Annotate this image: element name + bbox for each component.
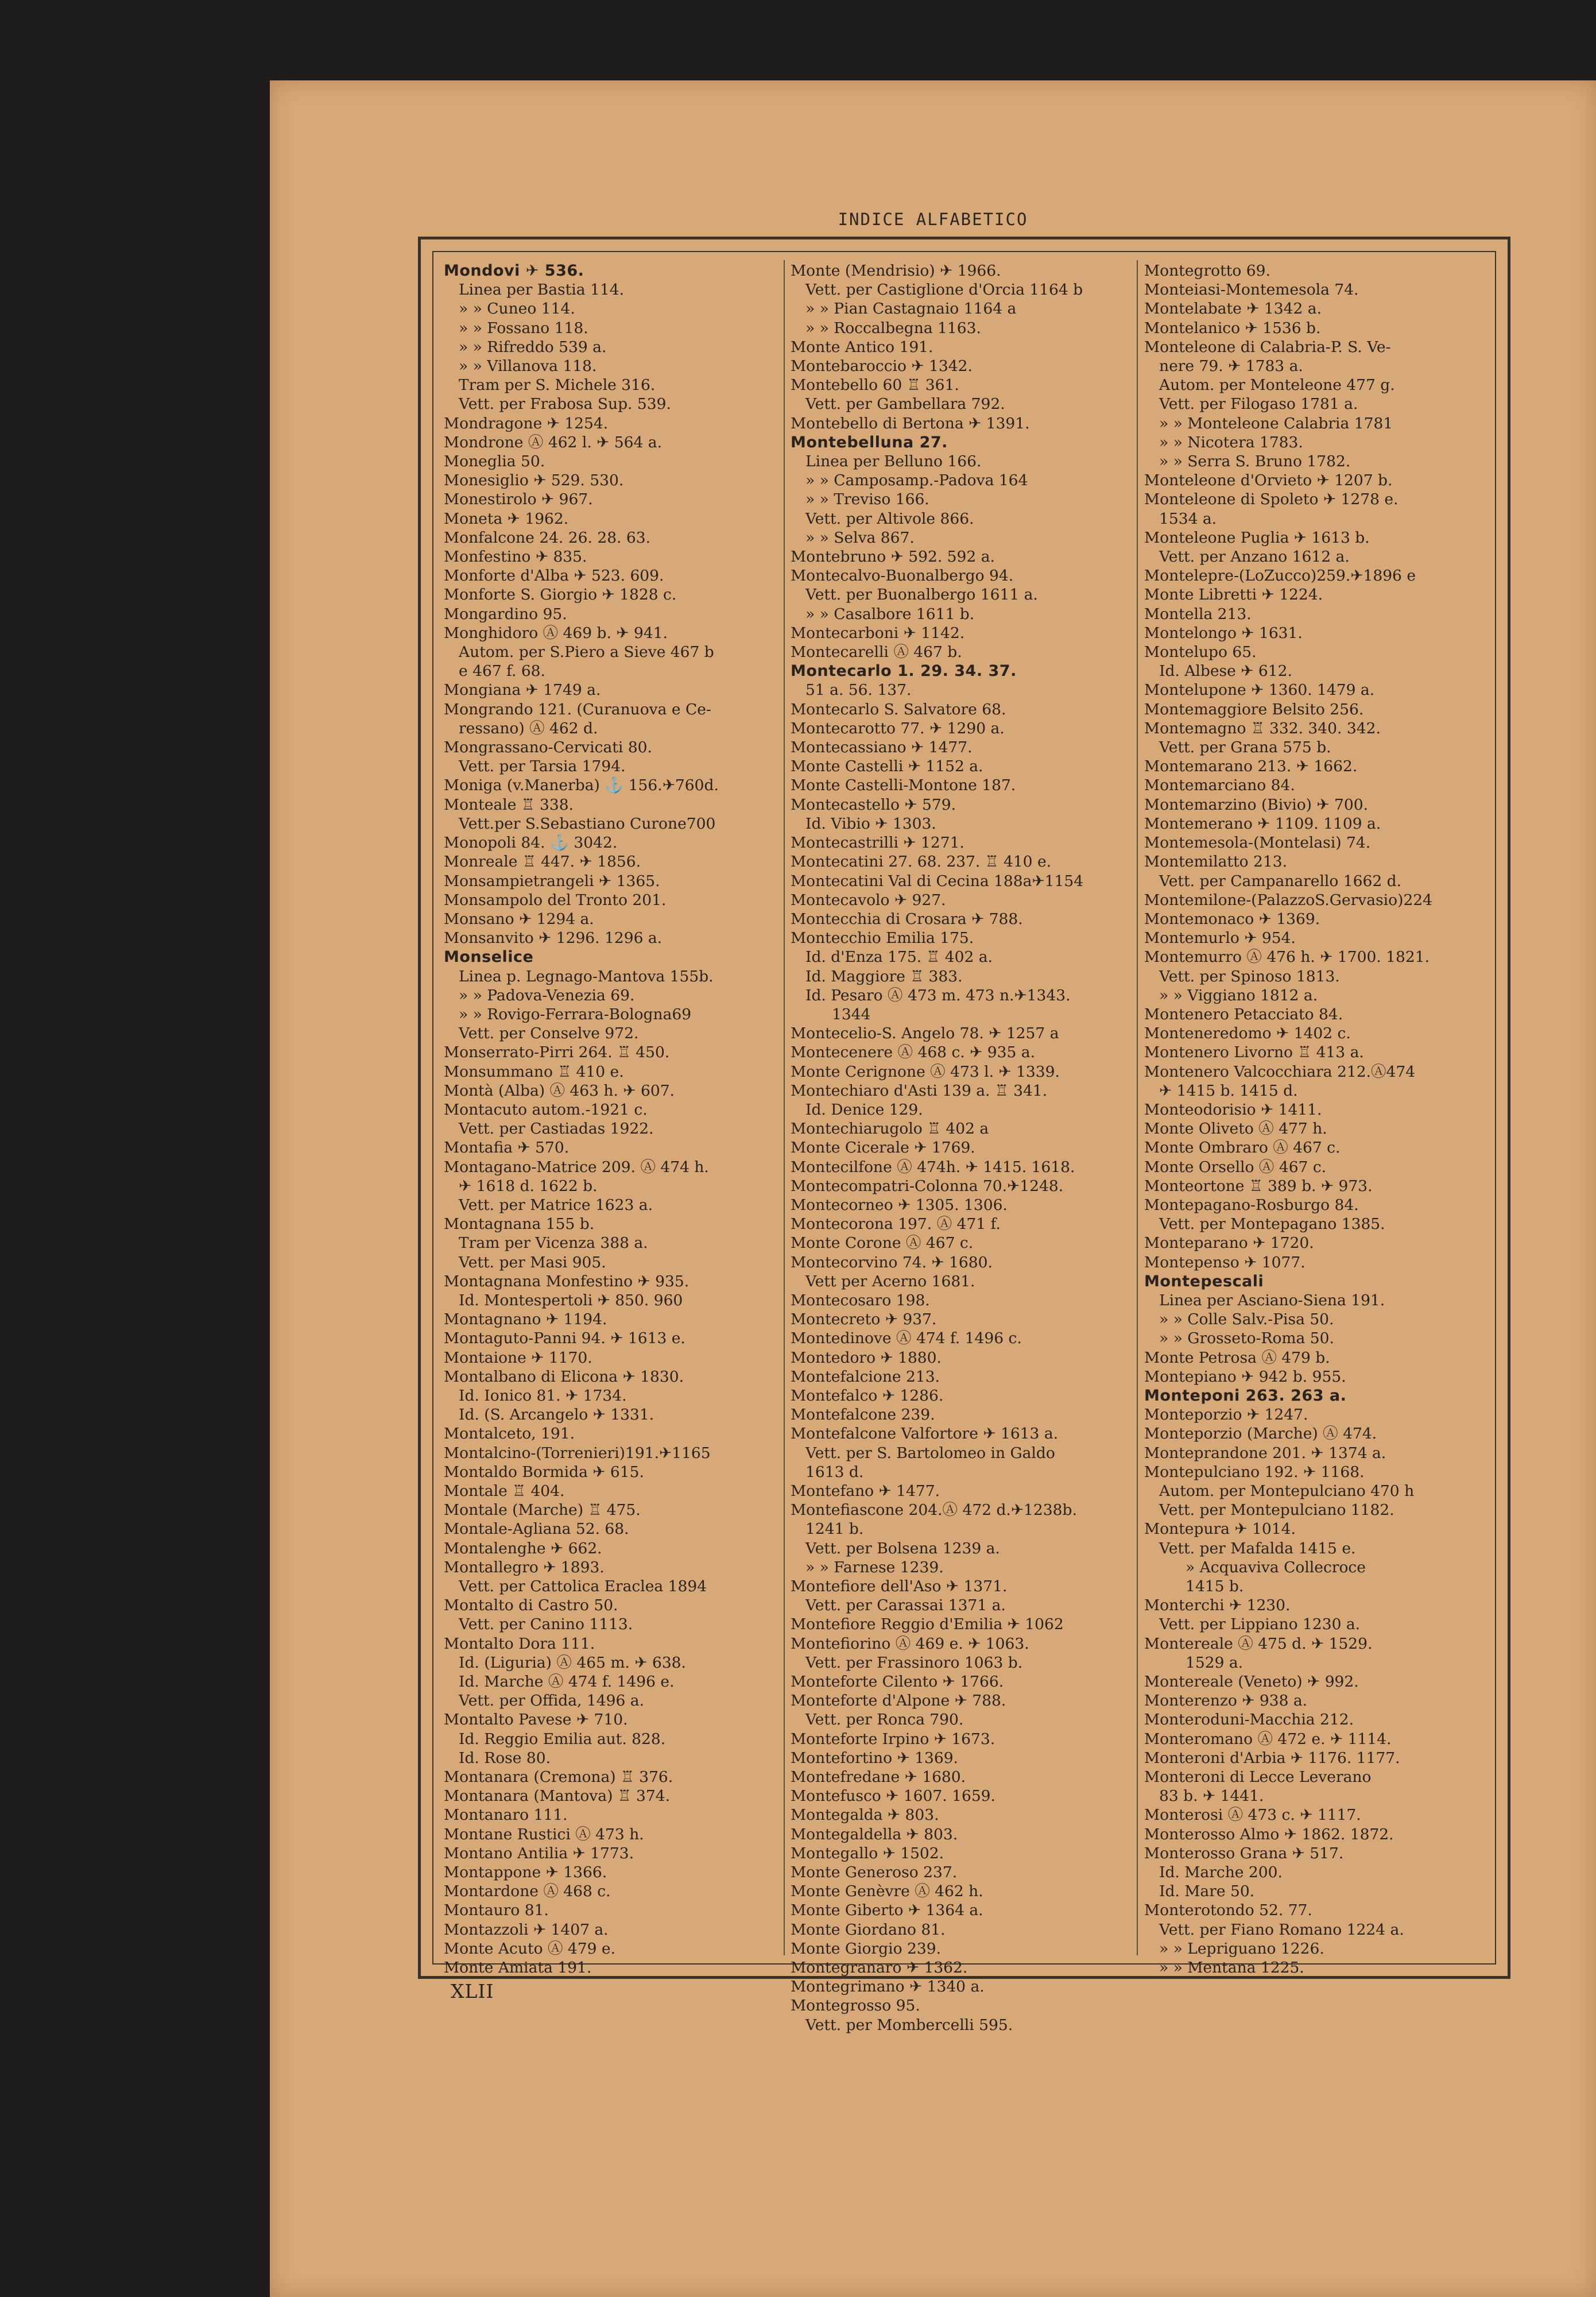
index-entry: Montauro 81. [444, 1901, 549, 1920]
index-entry: Montecenere Ⓐ 468 c. ✈ 935 a. [791, 1043, 1036, 1062]
index-entry: Vett. per Campanarello 1662 d. [1159, 872, 1402, 890]
index-entry: Montalto Pavese ✈ 710. [444, 1711, 628, 1729]
index-entry: Montelongo ✈ 1631. [1144, 624, 1303, 642]
index-entry: Montallegro ✈ 1893. [444, 1558, 605, 1576]
index-entry: Montale-Agliana 52. 68. [444, 1520, 629, 1538]
index-entry: Vett per Acerno 1681. [805, 1272, 975, 1290]
index-entry: » » Viggiano 1812 a. [1159, 986, 1318, 1004]
index-heading: Monselice [444, 948, 534, 966]
index-entry: Monteale ♖ 338. [444, 795, 574, 814]
index-entry: Monteforte d'Alpone ✈ 788. [791, 1692, 1006, 1710]
index-entry: ✈ 1618 d. 1622 b. [459, 1177, 598, 1195]
index-entry: Monteromano Ⓐ 472 e. ✈ 1114. [1144, 1730, 1392, 1748]
index-entry: Id. Montespertoli ✈ 850. 960 [459, 1291, 683, 1309]
index-entry: Monterosso Almo ✈ 1862. 1872. [1144, 1825, 1394, 1843]
index-entry: Montereale (Veneto) ✈ 992. [1144, 1673, 1359, 1691]
index-entry: Montane Rustici Ⓐ 473 h. [444, 1825, 644, 1843]
index-entry: Autom. per Montepulciano 470 h [1159, 1482, 1415, 1500]
index-entry: Vett. per Spinoso 1813. [1159, 967, 1340, 985]
index-entry: Montefusco ✈ 1607. 1659. [791, 1787, 995, 1805]
index-entry: Montefortino ✈ 1369. [791, 1749, 958, 1767]
index-entry: Monsanvito ✈ 1296. 1296 a. [444, 929, 663, 948]
index-entry: Montecarlo S. Salvatore 68. [791, 700, 1006, 718]
index-entry: Vett. per Ronca 790. [805, 1711, 964, 1729]
index-entry: Montalbano di Elicona ✈ 1830. [444, 1367, 684, 1386]
index-entry: Montefiascone 204.Ⓐ 472 d.✈1238b. [791, 1501, 1077, 1519]
index-entry: Monterchi ✈ 1230. [1144, 1596, 1291, 1615]
index-entry: Montecchio Emilia 175. [791, 929, 974, 948]
index-entry: » Acquaviva Collecroce [1186, 1558, 1366, 1576]
index-entry: Monsampolo del Tronto 201. [444, 891, 667, 909]
index-entry: Monfestino ✈ 835. [444, 548, 587, 566]
index-entry: Linea p. Legnago-Mantova 155b. [459, 967, 714, 985]
index-entry: Montedoro ✈ 1880. [791, 1348, 942, 1367]
index-entry: » » Fossano 118. [459, 319, 588, 337]
index-entry: Monteiasi-Montemesola 74. [1144, 281, 1359, 299]
column-divider [784, 260, 785, 1955]
index-entry: Montegranaro ✈ 1362. [791, 1959, 968, 1977]
index-entry: Montelupone ✈ 1360. 1479 a. [1144, 681, 1375, 699]
index-entry: Montegrotto 69. [1144, 262, 1270, 280]
index-entry: Monteprandone 201. ✈ 1374 a. [1144, 1444, 1386, 1462]
index-entry: Monte Castelli-Montone 187. [791, 776, 1016, 795]
index-entry: Montecompatri-Colonna 70.✈1248. [791, 1177, 1064, 1195]
index-entry: Monteforte Cilento ✈ 1766. [791, 1673, 1004, 1691]
index-entry: Id. Ionico 81. ✈ 1734. [459, 1386, 627, 1405]
index-entry: Monteortone ♖ 389 b. ✈ 973. [1144, 1177, 1373, 1195]
index-entry: » » Serra S. Bruno 1782. [1159, 453, 1351, 471]
index-entry: Montecatini 27. 68. 237. ♖ 410 e. [791, 853, 1052, 871]
catalog-page [270, 80, 1596, 2297]
index-entry: Monsummano ♖ 410 e. [444, 1062, 624, 1081]
index-entry: Tram per S. Michele 316. [459, 376, 656, 395]
index-entry: Linea per Asciano-Siena 191. [1159, 1291, 1385, 1309]
index-entry: Vett. per Bolsena 1239 a. [805, 1539, 1000, 1557]
index-entry: ressano) Ⓐ 462 d. [459, 719, 598, 737]
index-entry: Autom. per Monteleone 477 g. [1159, 376, 1395, 395]
index-entry: Montecorona 197. Ⓐ 471 f. [791, 1215, 1001, 1233]
index-entry: 1344 [832, 1005, 871, 1023]
index-entry: Monte Giorgio 239. [791, 1939, 941, 1958]
index-entry: Montefiore dell'Aso ✈ 1371. [791, 1577, 1008, 1596]
index-entry: Vett. per Lippiano 1230 a. [1159, 1615, 1361, 1634]
index-entry: Montegrosso 95. [791, 1997, 920, 2015]
index-entry: Vett. per Masi 905. [459, 1253, 606, 1271]
index-entry: Montecosaro 198. [791, 1291, 930, 1309]
index-entry: Montefiore Reggio d'Emilia ✈ 1062 [791, 1615, 1064, 1634]
index-entry: Monte Amiata 191. [444, 1959, 592, 1977]
index-entry: Montemilone-(PalazzoS.Gervasio)224 [1144, 891, 1433, 909]
index-entry: Id. (Liguria) Ⓐ 465 m. ✈ 638. [459, 1653, 686, 1672]
index-entry: Monghidoro Ⓐ 469 b. ✈ 941. [444, 624, 668, 642]
index-entry: Id. Pesaro Ⓐ 473 m. 473 n.✈1343. [805, 986, 1071, 1004]
index-entry: Montemurlo ✈ 954. [1144, 929, 1296, 948]
index-entry: » » Nicotera 1783. [1159, 433, 1303, 451]
index-heading: Montepescali [1144, 1272, 1264, 1290]
index-entry: Monte Antico 191. [791, 338, 933, 356]
index-entry: Vett. per Montepagano 1385. [1159, 1215, 1385, 1233]
index-entry: Monte Libretti ✈ 1224. [1144, 586, 1323, 604]
index-entry: Montecreto ✈ 937. [791, 1310, 937, 1329]
index-entry: Monterosi Ⓐ 473 c. ✈ 1117. [1144, 1806, 1361, 1824]
index-entry: Monteroni d'Arbia ✈ 1176. 1177. [1144, 1749, 1400, 1767]
index-entry: Montechiarugolo ♖ 402 a [791, 1120, 989, 1138]
index-entry: » » Padova-Venezia 69. [459, 986, 635, 1004]
index-entry: » » Mentana 1225. [1159, 1959, 1304, 1977]
index-entry: Monfalcone 24. 26. 28. 63. [444, 528, 651, 547]
index-entry: e 467 f. 68. [459, 662, 545, 680]
index-entry: Montefano ✈ 1477. [791, 1482, 940, 1500]
index-entry: Monte Cicerale ✈ 1769. [791, 1139, 975, 1157]
index-heading: Montebelluna 27. [791, 433, 948, 451]
index-entry: Mongardino 95. [444, 605, 567, 623]
index-entry: Montalto Dora 111. [444, 1634, 595, 1653]
index-entry: Montalceto, 191. [444, 1425, 575, 1443]
index-entry: Montecelio-S. Angelo 78. ✈ 1257 a [791, 1024, 1059, 1043]
index-entry: » » Roccalbegna 1163. [805, 319, 981, 337]
index-entry: Vett. per Filogaso 1781 a. [1159, 395, 1358, 413]
index-entry: Monforte d'Alba ✈ 523. 609. [444, 567, 664, 585]
index-entry: Vett. per Montepulciano 1182. [1159, 1501, 1394, 1519]
index-entry: Montecarboni ✈ 1142. [791, 624, 965, 642]
index-entry: » » Casalbore 1611 b. [805, 605, 975, 623]
index-entry: Vett. per Frabosa Sup. 539. [459, 395, 671, 413]
index-entry: Montanara (Mantova) ♖ 374. [444, 1787, 671, 1805]
index-entry: Id. Marche 200. [1159, 1863, 1283, 1882]
index-entry: Montagano-Matrice 209. Ⓐ 474 h. [444, 1158, 709, 1176]
index-entry: Vett.per S.Sebastiano Curone700 [459, 814, 716, 833]
index-entry: Montemagno ♖ 332. 340. 342. [1144, 719, 1381, 737]
index-entry: Monteleone Puglia ✈ 1613 b. [1144, 528, 1370, 547]
index-entry: Vett. per Mafalda 1415 e. [1159, 1539, 1356, 1557]
index-entry: Montecastello ✈ 579. [791, 795, 956, 814]
index-entry: 1534 a. [1159, 509, 1217, 528]
index-entry: Montecilfone Ⓐ 474h. ✈ 1415. 1618. [791, 1158, 1075, 1176]
index-entry: Monte Orsello Ⓐ 467 c. [1144, 1158, 1327, 1176]
index-entry: Montale ♖ 404. [444, 1482, 565, 1500]
index-entry: Montecchia di Crosara ✈ 788. [791, 910, 1023, 928]
index-entry: » » Selva 867. [805, 528, 915, 547]
index-entry: Montalenghe ✈ 662. [444, 1539, 602, 1557]
index-entry: Monsampietrangeli ✈ 1365. [444, 872, 660, 890]
index-entry: » » Treviso 166. [805, 490, 929, 509]
index-entry: Montecorvino 74. ✈ 1680. [791, 1253, 993, 1271]
index-entry: Monte (Mendrisio) ✈ 1966. [791, 262, 1001, 280]
index-entry: Vett. per Canino 1113. [459, 1615, 633, 1634]
index-entry: Vett. per Castiadas 1922. [459, 1120, 654, 1138]
index-entry: Montelupo 65. [1144, 643, 1257, 662]
index-entry: Linea per Bastia 114. [459, 281, 625, 299]
index-heading: Monteponi 263. 263 a. [1144, 1386, 1347, 1405]
index-entry: Montefredane ✈ 1680. [791, 1768, 966, 1786]
index-entry: Montemurro Ⓐ 476 h. ✈ 1700. 1821. [1144, 948, 1430, 966]
index-entry: Monreale ♖ 447. ✈ 1856. [444, 853, 641, 871]
index-entry: » » Grosseto-Roma 50. [1159, 1329, 1334, 1348]
index-entry: Montefiorino Ⓐ 469 e. ✈ 1063. [791, 1634, 1029, 1653]
index-entry: Vett. per Carassai 1371 a. [805, 1596, 1006, 1615]
index-entry: Linea per Belluno 166. [805, 453, 982, 471]
index-entry: Montemarzino (Bivio) ✈ 700. [1144, 795, 1369, 814]
index-entry: Montelepre-(LoZucco)259.✈1896 e [1144, 567, 1416, 585]
index-entry: 83 b. ✈ 1441. [1159, 1787, 1264, 1805]
index-entry: » » Rifreddo 539 a. [459, 338, 607, 356]
index-entry: Vett. per Buonalbergo 1611 a. [805, 586, 1038, 604]
index-entry: Id. Albese ✈ 612. [1159, 662, 1292, 680]
index-heading: Mondovi ✈ 536. [444, 262, 584, 280]
index-entry: Montecassiano ✈ 1477. [791, 738, 973, 757]
index-entry: Monte Genèvre Ⓐ 462 h. [791, 1882, 983, 1901]
index-entry: Vett. per Conselve 972. [459, 1024, 639, 1043]
index-entry: Moneglia 50. [444, 453, 545, 471]
index-entry: Montemesola-(Montelasi) 74. [1144, 834, 1371, 852]
index-entry: Montanara (Cremona) ♖ 376. [444, 1768, 673, 1786]
index-entry: Vett. per Tarsia 1794. [459, 757, 626, 776]
index-entry: Montefalcone Valfortore ✈ 1613 a. [791, 1425, 1059, 1443]
index-entry: Montelanico ✈ 1536 b. [1144, 319, 1321, 337]
index-entry: Monterotondo 52. 77. [1144, 1901, 1312, 1920]
index-entry: Montecarotto 77. ✈ 1290 a. [791, 719, 1005, 737]
index-entry: Montemaggiore Belsito 256. [1144, 700, 1364, 718]
index-entry: Montecavolo ✈ 927. [791, 891, 946, 909]
index-entry: Id. Maggiore ♖ 383. [805, 967, 963, 985]
index-entry: Montepura ✈ 1014. [1144, 1520, 1296, 1538]
index-entry: Id. Rose 80. [459, 1749, 551, 1767]
index-entry: nere 79. ✈ 1783 a. [1159, 357, 1303, 376]
index-entry: Id. Vibio ✈ 1303. [805, 814, 936, 833]
index-entry: Monteporzio ✈ 1247. [1144, 1406, 1308, 1424]
index-entry: Monte Petrosa Ⓐ 479 b. [1144, 1348, 1330, 1367]
index-entry: Montecorneo ✈ 1305. 1306. [791, 1196, 1008, 1214]
index-entry: Vett. per Mombercelli 595. [805, 2016, 1013, 2034]
index-entry: Id. (S. Arcangelo ✈ 1331. [459, 1406, 654, 1424]
index-entry: Monte Castelli ✈ 1152 a. [791, 757, 983, 776]
index-entry: Montella 213. [1144, 605, 1252, 623]
index-entry: Monte Giberto ✈ 1364 a. [791, 1901, 983, 1920]
index-entry: Montemonaco ✈ 1369. [1144, 910, 1320, 928]
index-entry: Monteforte Irpino ✈ 1673. [791, 1730, 995, 1748]
index-column-3 [1144, 261, 1500, 1977]
index-heading: Montecarlo 1. 29. 34. 37. [791, 662, 1017, 680]
page-header: INDICE ALFABETICO [838, 210, 1028, 229]
index-entry: » » Farnese 1239. [805, 1558, 944, 1576]
index-entry: Montegrimano ✈ 1340 a. [791, 1978, 985, 1996]
index-entry: Monteneredomo ✈ 1402 c. [1144, 1024, 1351, 1043]
index-entry: Montenero Petacciato 84. [1144, 1005, 1343, 1023]
index-entry: » » Colle Salv.-Pisa 50. [1159, 1310, 1334, 1329]
index-entry: » » Lepriguano 1226. [1159, 1939, 1324, 1958]
index-entry: Montagnana 155 b. [444, 1215, 595, 1233]
index-entry: Montaldo Bormida ✈ 615. [444, 1463, 644, 1481]
index-entry: Moneta ✈ 1962. [444, 509, 569, 528]
index-entry: Montaguto-Panni 94. ✈ 1613 e. [444, 1329, 685, 1348]
index-entry: Montalcino-(Torrenieri)191.✈1165 [444, 1444, 711, 1462]
index-entry: Montebello 60 ♖ 361. [791, 376, 959, 395]
index-entry: Montemilatto 213. [1144, 853, 1288, 871]
index-entry: Montemarciano 84. [1144, 776, 1295, 795]
index-entry: Montepenso ✈ 1077. [1144, 1253, 1306, 1271]
index-entry: Id. Reggio Emilia aut. 828. [459, 1730, 666, 1748]
index-entry: Montecastrilli ✈ 1271. [791, 834, 964, 852]
index-entry: Mongrando 121. (Curanuova e Ce- [444, 700, 711, 718]
index-entry: Montegaldella ✈ 803. [791, 1825, 958, 1843]
index-entry: Vett. per Grana 575 b. [1159, 738, 1331, 757]
index-entry: Monestirolo ✈ 967. [444, 490, 593, 509]
index-entry: Vett. per Altivole 866. [805, 509, 974, 528]
index-entry: Monteleone d'Orvieto ✈ 1207 b. [1144, 471, 1393, 490]
index-entry: Montano Antilia ✈ 1773. [444, 1844, 634, 1862]
index-entry: Monteporzio (Marche) Ⓐ 474. [1144, 1425, 1377, 1443]
index-entry: Montebruno ✈ 592. 592 a. [791, 548, 995, 566]
index-entry: Montagnano ✈ 1194. [444, 1310, 607, 1329]
index-entry: » » Rovigo-Ferrara-Bologna69 [459, 1005, 692, 1023]
index-entry: Montemerano ✈ 1109. 1109 a. [1144, 814, 1381, 833]
index-entry: Montegalda ✈ 803. [791, 1806, 939, 1824]
index-entry: Montafia ✈ 570. [444, 1139, 570, 1157]
index-entry: Montazzoli ✈ 1407 a. [444, 1920, 609, 1939]
index-entry: Vett. per Anzano 1612 a. [1159, 548, 1350, 566]
index-entry: Montalto di Castro 50. [444, 1596, 618, 1615]
index-entry: Vett. per Offida, 1496 a. [459, 1692, 644, 1710]
index-entry: Monteroduni-Macchia 212. [1144, 1711, 1354, 1729]
index-entry: Montappone ✈ 1366. [444, 1863, 607, 1882]
index-entry: Monte Giordano 81. [791, 1920, 946, 1939]
index-entry: Monsano ✈ 1294 a. [444, 910, 594, 928]
index-entry: Montecalvo-Buonalbergo 94. [791, 567, 1014, 585]
index-entry: Mongrassano-Cervicati 80. [444, 738, 652, 757]
index-entry: Vett. per Gambellara 792. [805, 395, 1005, 413]
index-entry: Montagnana Monfestino ✈ 935. [444, 1272, 689, 1290]
index-entry: » » Monteleone Calabria 1781 [1159, 414, 1393, 432]
index-entry: Monforte S. Giorgio ✈ 1828 c. [444, 586, 677, 604]
index-entry: Monte Generoso 237. [791, 1863, 958, 1882]
index-entry: Vett. per Frassinoro 1063 b. [805, 1653, 1023, 1672]
index-entry: Montecarelli Ⓐ 467 b. [791, 643, 962, 662]
index-entry: Montepiano ✈ 942 b. 955. [1144, 1367, 1346, 1386]
index-entry: Monserrato-Pirri 264. ♖ 450. [444, 1043, 670, 1062]
index-entry: Id. Marche Ⓐ 474 f. 1496 e. [459, 1673, 675, 1691]
index-entry: Monte Acuto Ⓐ 479 e. [444, 1939, 616, 1958]
index-entry: Tram per Vicenza 388 a. [459, 1234, 648, 1252]
index-entry: Monterosso Grana ✈ 517. [1144, 1844, 1344, 1862]
index-entry: 1529 a. [1186, 1653, 1244, 1672]
index-entry: Montereale Ⓐ 475 d. ✈ 1529. [1144, 1634, 1373, 1653]
index-entry: » » Pian Castagnaio 1164 a [805, 300, 1017, 318]
index-entry: Montenero Livorno ♖ 413 a. [1144, 1043, 1364, 1062]
index-entry: » » Cuneo 114. [459, 300, 575, 318]
index-entry: Montà (Alba) Ⓐ 463 h. ✈ 607. [444, 1081, 675, 1100]
index-entry: Monteleone di Calabria-P. S. Ve- [1144, 338, 1391, 356]
index-entry: Montaione ✈ 1170. [444, 1348, 592, 1367]
index-entry: Montebaroccio ✈ 1342. [791, 357, 973, 376]
index-entry: Monteodorisio ✈ 1411. [1144, 1100, 1322, 1119]
index-entry: Mondragone ✈ 1254. [444, 414, 609, 432]
index-entry: Monte Oliveto Ⓐ 477 h. [1144, 1120, 1327, 1138]
index-entry: Montedinove Ⓐ 474 f. 1496 c. [791, 1329, 1022, 1348]
index-entry: Vett. per Fiano Romano 1224 a. [1159, 1920, 1404, 1939]
index-entry: Montefalcone 239. [791, 1406, 935, 1424]
index-entry: 1613 d. [805, 1463, 864, 1481]
index-entry: Montefalco ✈ 1286. [791, 1386, 944, 1405]
index-entry: Monteparano ✈ 1720. [1144, 1234, 1314, 1252]
index-entry: Montacuto autom.-1921 c. [444, 1100, 648, 1119]
index-entry: 1415 b. [1186, 1577, 1244, 1596]
index-entry: ✈ 1415 b. 1415 d. [1159, 1081, 1298, 1100]
index-entry: Autom. per S.Piero a Sieve 467 b [459, 643, 714, 662]
index-entry: Vett. per Matrice 1623 a. [459, 1196, 653, 1214]
index-entry: Vett. per Cattolica Eraclea 1894 [459, 1577, 707, 1596]
index-entry: Monopoli 84. ⚓ 3042. [444, 834, 618, 852]
column-divider [1137, 260, 1138, 1955]
index-entry: Montecatini Val di Cecina 188a✈1154 [791, 872, 1084, 890]
index-entry: Montechiaro d'Asti 139 a. ♖ 341. [791, 1081, 1048, 1100]
index-entry: Id. d'Enza 175. ♖ 402 a. [805, 948, 993, 966]
index-entry: Monte Cerignone Ⓐ 473 l. ✈ 1339. [791, 1062, 1060, 1081]
index-entry: Mongiana ✈ 1749 a. [444, 681, 601, 699]
index-entry: » » Camposamp.-Padova 164 [805, 471, 1028, 490]
index-entry: 51 a. 56. 137. [805, 681, 912, 699]
index-entry: Monte Corone Ⓐ 467 c. [791, 1234, 974, 1252]
index-entry: Montale (Marche) ♖ 475. [444, 1501, 641, 1519]
index-entry: Id. Denice 129. [805, 1100, 923, 1119]
index-entry: Monteleone di Spoleto ✈ 1278 e. [1144, 490, 1399, 509]
index-entry: Monteroni di Lecce Leverano [1144, 1768, 1372, 1786]
index-entry: Montelabate ✈ 1342 a. [1144, 300, 1322, 318]
index-entry: Montardone Ⓐ 468 c. [444, 1882, 611, 1901]
index-column-1 [444, 261, 780, 1977]
index-entry: 1241 b. [805, 1520, 864, 1538]
index-entry: Moniga (v.Manerba) ⚓ 156.✈760d. [444, 776, 719, 795]
index-column-2 [791, 261, 1129, 2034]
index-entry: Monesiglio ✈ 529. 530. [444, 471, 624, 490]
index-entry: Montebello di Bertona ✈ 1391. [791, 414, 1030, 432]
index-entry: Montanaro 111. [444, 1806, 568, 1824]
index-entry: Id. Mare 50. [1159, 1882, 1255, 1901]
index-entry: Montefalcione 213. [791, 1367, 940, 1386]
page-number: XLII [451, 1980, 494, 2002]
index-entry: Montemarano 213. ✈ 1662. [1144, 757, 1358, 776]
index-entry: » » Villanova 118. [459, 357, 597, 376]
index-entry: Vett. per Castiglione d'Orcia 1164 b [805, 281, 1083, 299]
index-entry: Montepulciano 192. ✈ 1168. [1144, 1463, 1365, 1481]
index-entry: Montegallo ✈ 1502. [791, 1844, 944, 1862]
index-entry: Monterenzo ✈ 938 a. [1144, 1692, 1308, 1710]
index-entry: Monte Ombraro Ⓐ 467 c. [1144, 1139, 1341, 1157]
index-entry: Montepagano-Rosburgo 84. [1144, 1196, 1359, 1214]
index-entry: Montenero Valcocchiara 212.Ⓐ474 [1144, 1062, 1416, 1081]
index-entry: Mondrone Ⓐ 462 l. ✈ 564 a. [444, 433, 663, 451]
index-entry: Vett. per S. Bartolomeo in Galdo [805, 1444, 1055, 1462]
